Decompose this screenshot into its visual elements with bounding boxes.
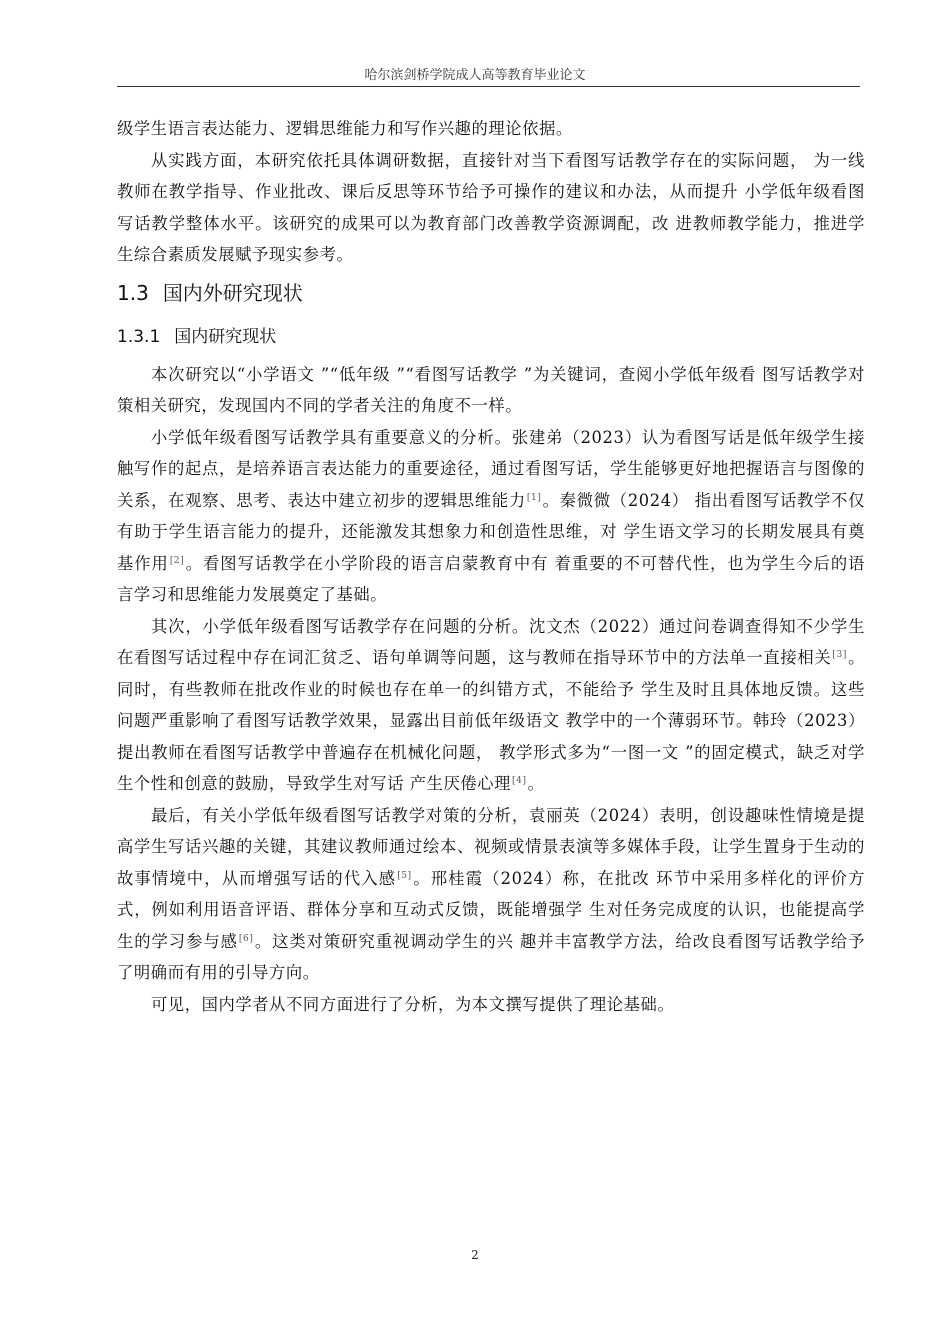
- page-header: 哈尔滨剑桥学院成人高等教育毕业论文: [364, 68, 586, 83]
- paragraph-text: 。邢桂霞（2024）称，在批改 环节中采用多样化的评价方式，例如利用语音评语、群体分享和互动式反馈，既能增强学 生对任务完成度的认识，也能提高学生的学习参与感: [117, 868, 865, 951]
- paragraph-text: 。秦微微（2024） 指出看图写话教学不仅有助于学生语言能力的提升，还能激发其想象力和创造性思维，对 学生语文学习的长期发展具有奠基作用: [117, 490, 865, 573]
- subsection-number: 1.3.1: [117, 326, 161, 347]
- page-body: [117, 113, 865, 1020]
- paragraph: [117, 422, 865, 611]
- citation-marker[interactable]: [5]: [397, 870, 412, 881]
- citation-marker[interactable]: [1]: [526, 492, 542, 503]
- section-heading: [117, 273, 865, 313]
- paragraph-text: 小学低年级看图写话教学具有重要意义的分析。张建弟（2023）认为看图写话是低年级学生接触写作的起点，是培养语言表达能力的重要途径，通过看图写话，学生能够更好地把握语言与图像的关系，在观察、思考、表达中建立初步的逻辑思维能力: [117, 427, 865, 510]
- page-number: 2: [471, 1248, 479, 1262]
- paragraph-text: 。看图写话教学在小学阶段的语言启蒙教育中有 着重要的不可替代性，也为学生今后的语言学习和思维能力发展奠定了基础。: [117, 553, 865, 604]
- paragraph-text: 其次，小学低年级看图写话教学存在问题的分析。沈文杰（2022）通过问卷调查得知不少学生在看图写话过程中存在词汇贫乏、语句单调等问题，这与教师在指导环节中的方法单一直接相关: [117, 616, 865, 667]
- paragraph: 可见，国内学者从不同方面进行了分析，为本文撰写提供了理论基础。: [151, 994, 675, 1014]
- citation-marker[interactable]: [4]: [512, 776, 527, 786]
- paragraph-text: 。同时，有些教师在批改作业的时候也存在单一的纠错方式，不能给予 学生及时且具体地反馈。这些问题严重影响了看图写话教学效果，显露出目前低年级语文 教学中的一个薄弱环节。韩玲（2023）提出教师在看图写话教学中普遍存在机械化问题， 教学形式多为“一图一文 ”的固定模式，缺乏对学生个性和创意的鼓励，导致学生对写话 产生厌倦心理: [117, 648, 865, 793]
- section-number: 1.3: [117, 280, 149, 305]
- paragraph: [117, 800, 865, 989]
- paragraph: [117, 611, 865, 800]
- paragraph-text: 。这类对策研究重视调动学生的兴 趣并丰富教学方法，给改良看图写话教学给予了明确而有用的引导方向。: [117, 931, 866, 982]
- paragraph: 级学生语言表达能力、逻辑思维能力和写作兴趣的理论依据。: [117, 119, 573, 138]
- paragraph-text: 最后，有关小学低年级看图写话教学对策的分析，袁丽英（2024）表明，创设趣味性情境是提高学生写话兴趣的关键，其建议教师通过绘本、视频或情景表演等多媒体手段，让学生置身于生动的故事情境中，从而增强写话的代入感: [117, 805, 865, 888]
- paragraph-text: 。: [527, 774, 545, 793]
- paragraph: 从实践方面，本研究依托具体调研数据，直接针对当下看图写话教学存在的实际问题， 为一线教师在教学指导、作业批改、课后反思等环节给予可操作的建议和办法，从而提升 小学低年级看图写话教学整体水平。该研究的成果可以为教育部门改善教学资源调配，改 进教师教学能力，推进学生综合素质发展赋予现实参考。: [117, 150, 865, 264]
- citation-marker[interactable]: [6]: [238, 933, 254, 944]
- section-title: 国内外研究现状: [162, 280, 303, 305]
- header-divider: [117, 86, 860, 87]
- citation-marker[interactable]: [2]: [169, 555, 185, 566]
- subsection-title: 国内研究现状: [174, 326, 277, 347]
- citation-marker[interactable]: [3]: [832, 650, 847, 660]
- subsection-heading: [117, 317, 865, 357]
- paragraph: 本次研究以“小学语文 ”“低年级 ”“看图写话教学 ”为关键词，查阅小学低年级看 图写话教学对策相关研究，发现国内不同的学者关注的角度不一样。: [117, 364, 865, 415]
